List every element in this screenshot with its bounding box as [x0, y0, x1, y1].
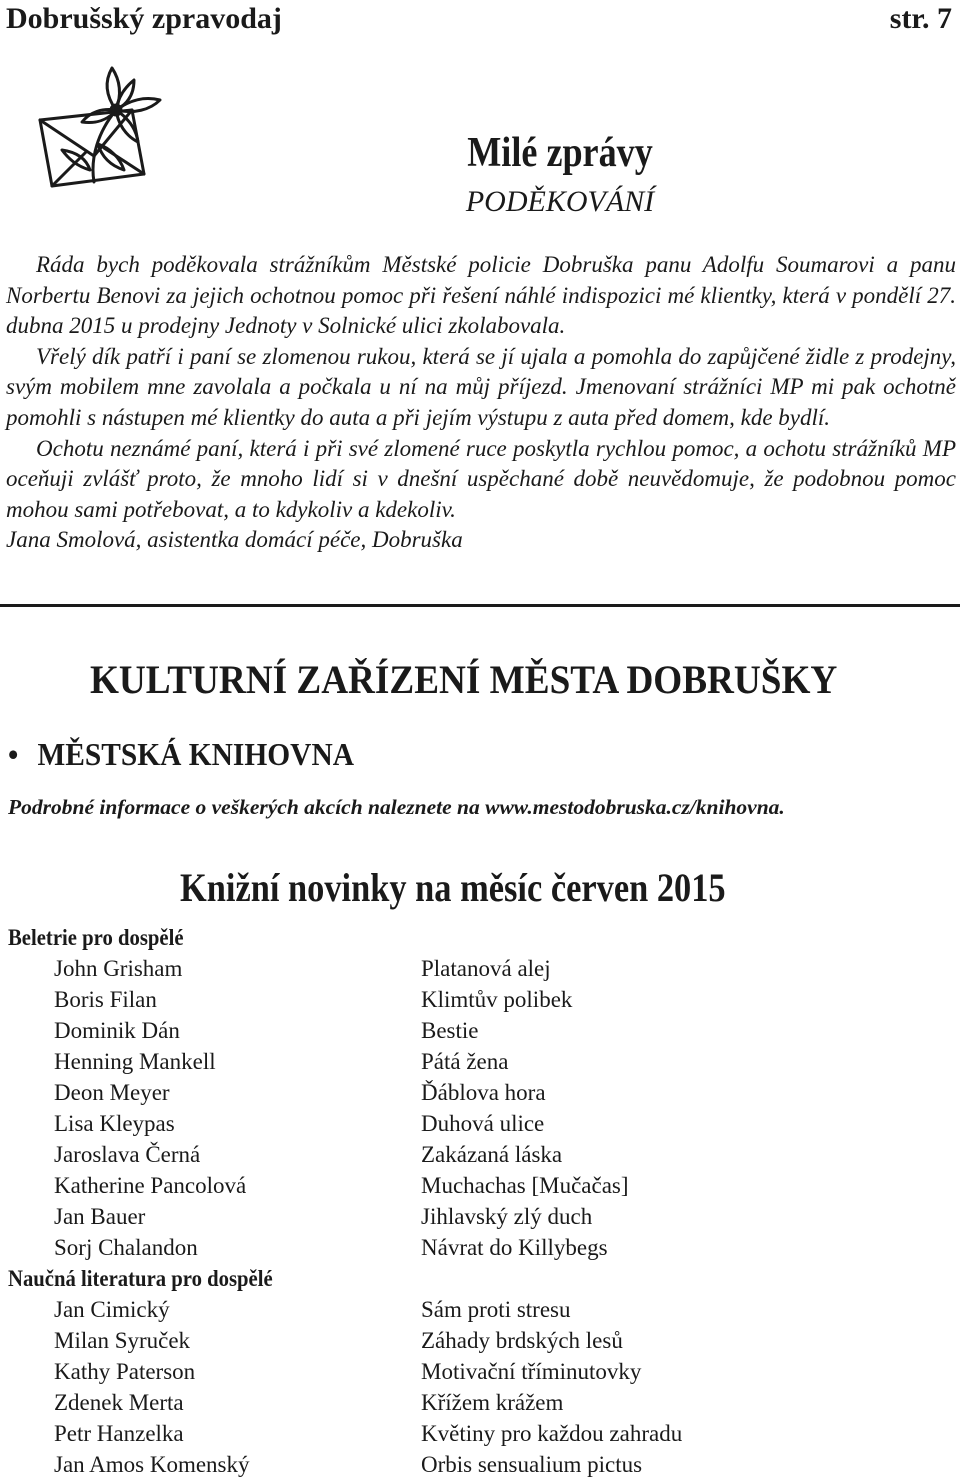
page-number: str. 7 [889, 2, 952, 35]
book-title: Sám proti stresu [421, 1297, 571, 1322]
thank-you-letter [6, 250, 956, 556]
book-author: Lisa Kleypas [54, 1111, 175, 1136]
book-row [0, 1046, 960, 1077]
book-title: Květiny pro každou zahradu [421, 1421, 683, 1446]
publication-name: Dobrušský zpravodaj [6, 2, 282, 35]
book-author: Jan Cimický [54, 1297, 170, 1322]
category-row [0, 1263, 960, 1294]
book-row [0, 1139, 960, 1170]
book-author: Petr Hanzelka [54, 1421, 184, 1446]
letter-paragraph: Ochotu neznámé paní, která i při své zlomené ruce poskytla rychlou pomoc, a ochotu strážníků MP oceňuji zvlášť proto, že mnoho lidí si v dnešní uspěchané době neuvědomuje, že podobnou pomoc mohou sami potřebovat, a to kdykoliv a kdekoliv. [6, 435, 956, 522]
book-title: Návrat do Killybegs [421, 1235, 608, 1260]
flower-envelope-icon [20, 62, 180, 222]
book-title: Motivační tříminutovky [421, 1359, 642, 1384]
culture-heading: KULTURNÍ ZAŘÍZENÍ MĚSTA DOBRUŠKY [90, 657, 838, 702]
book-author: Jan Bauer [54, 1204, 146, 1229]
book-title: Klimtův polibek [421, 987, 573, 1012]
book-row [0, 1294, 960, 1325]
section-divider [0, 604, 960, 607]
book-row [0, 1418, 960, 1449]
book-row [0, 1449, 960, 1480]
book-title: Jihlavský zlý duch [421, 1204, 593, 1229]
book-row [0, 1232, 960, 1263]
book-row [0, 1108, 960, 1139]
book-row [0, 984, 960, 1015]
book-author: Milan Syruček [54, 1328, 191, 1353]
book-author: John Grisham [54, 956, 183, 981]
book-row [0, 1387, 960, 1418]
book-title: Platanová alej [421, 956, 551, 981]
book-title: Duhová ulice [421, 1111, 545, 1136]
book-row [0, 1356, 960, 1387]
book-title: Křížem krážem [421, 1390, 564, 1415]
book-author: Zdenek Merta [54, 1390, 184, 1415]
book-title: Ďáblova hora [421, 1080, 546, 1105]
book-row [0, 1170, 960, 1201]
book-row [0, 1077, 960, 1108]
book-author: Jan Amos Komenský [54, 1452, 250, 1477]
letter-paragraph: Vřelý dík patří i paní se zlomenou rukou, která se jí ujala a pomohla do zapůjčené židle z prodejny, svým mobilem mne zavolala a počkala u ní na můj příjezd. Jmenovaní strážníci MP mi pak ochotně pomohli s nástupen mé klientky do auta a při jejím výstupu z auta před domem, kde bydlí. [6, 343, 956, 430]
letter-signature: Jana Smolová, asistentka domácí péče, Dobruška [6, 527, 463, 553]
article-title: Milé zprávy [467, 130, 653, 176]
book-author: Jaroslava Černá [54, 1142, 201, 1167]
new-books-title: Knižní novinky na měsíc červen 2015 [180, 865, 726, 910]
category-heading: Beletrie pro dospělé [8, 925, 184, 950]
book-author: Henning Mankell [54, 1049, 216, 1074]
book-row [0, 1325, 960, 1356]
category-heading: Naučná literatura pro dospělé [8, 1266, 273, 1291]
library-heading [8, 732, 354, 776]
book-title: Pátá žena [421, 1049, 509, 1074]
category-row [0, 922, 960, 953]
book-row [0, 1015, 960, 1046]
letter-paragraph: Ráda bych poděkovala strážníkům Městské policie Dobruška panu Adolfu Soumarovi a panu Norbertu Benovi za jejich ochotnou pomoc při řešení náhlé indispozici mé klientky, která v pondělí 27. dubna 2015 u prodejny Jednoty v Solnické ulici zkolabovala. [6, 252, 956, 339]
library-heading-label: MĚSTSKÁ KNIHOVNA [37, 736, 354, 772]
page-header [0, 0, 960, 38]
book-author: Katherine Pancolová [54, 1173, 247, 1198]
book-row [0, 953, 960, 984]
book-row [0, 1201, 960, 1232]
book-title: Bestie [421, 1018, 479, 1043]
book-list [0, 922, 960, 1480]
book-title: Orbis sensualium pictus [421, 1452, 643, 1477]
bullet-icon: • [8, 736, 19, 772]
library-info: Podrobné informace o veškerých akcích naleznete na www.mestodobruska.cz/knihovna. [8, 795, 785, 819]
book-author: Dominik Dán [54, 1018, 180, 1043]
book-title: Záhady brdských lesů [421, 1328, 623, 1353]
book-author: Deon Meyer [54, 1080, 170, 1105]
book-author: Boris Filan [54, 987, 157, 1012]
book-title: Muchachas [Mučačas] [421, 1173, 629, 1198]
book-author: Kathy Paterson [54, 1359, 196, 1384]
article-subtitle: PODĚKOVÁNÍ [465, 185, 655, 218]
book-title: Zakázaná láska [421, 1142, 563, 1167]
book-author: Sorj Chalandon [54, 1235, 198, 1260]
